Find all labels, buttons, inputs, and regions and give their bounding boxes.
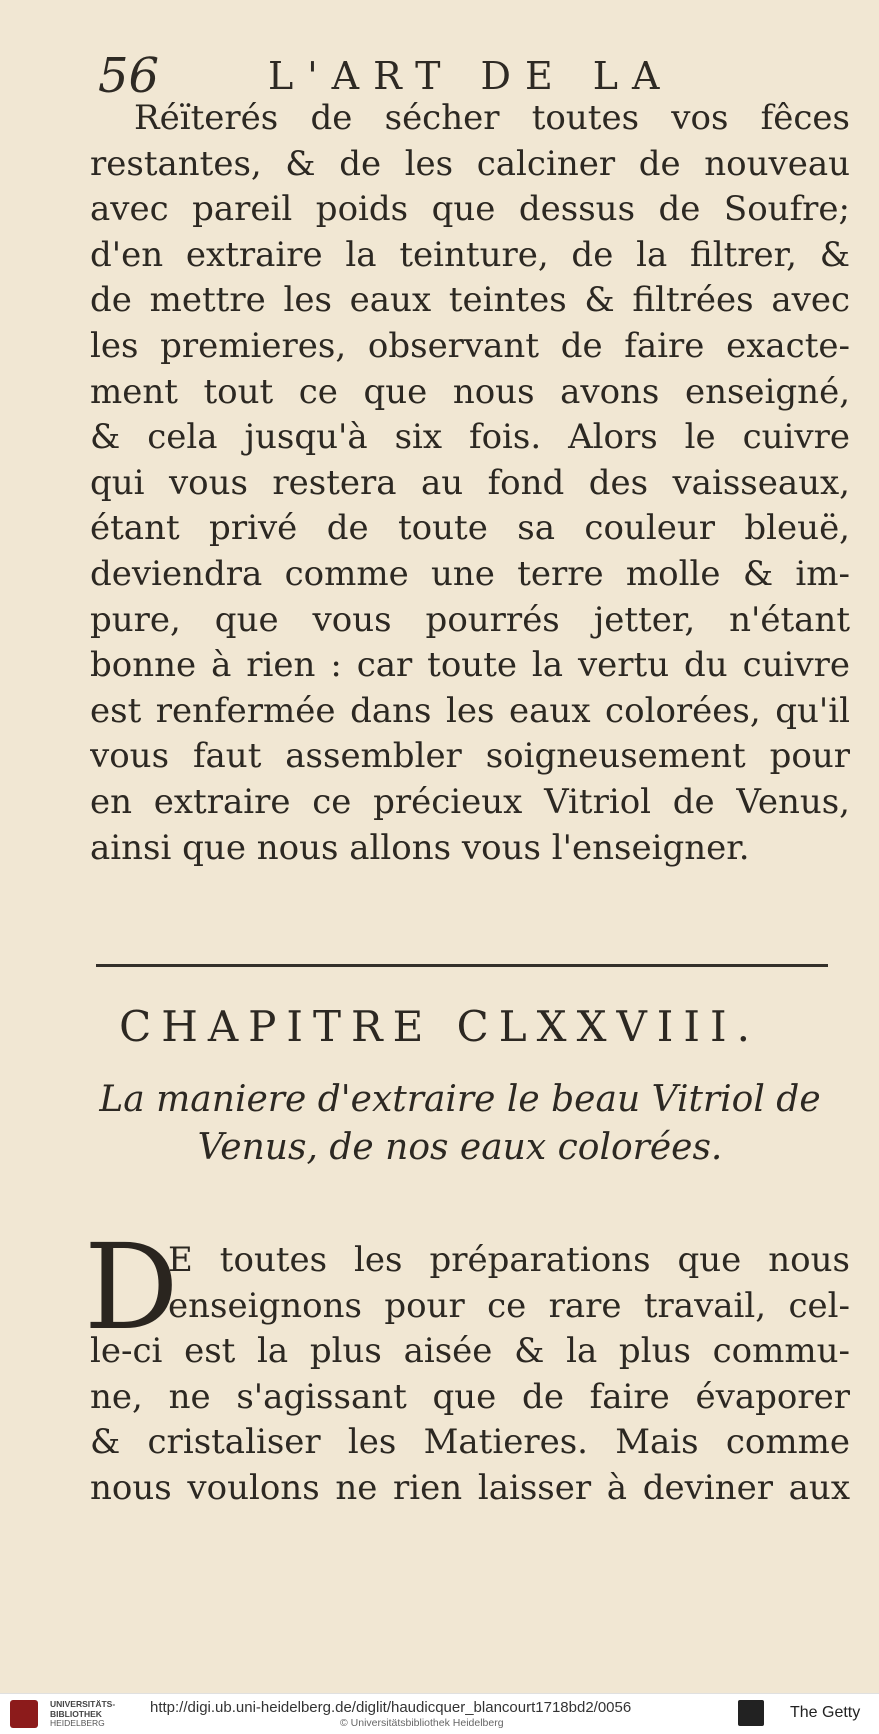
text-line: étant privé de toute sa couleur bleuë,	[90, 508, 850, 549]
text-line: le-ci est la plus aisée & la plus commu-	[90, 1331, 850, 1371]
paragraph-2	[90, 1329, 850, 1511]
page-number: 56	[98, 48, 160, 104]
text-line: nous voulons ne rien laisser à deviner aux	[90, 1467, 850, 1508]
viewer-footer	[0, 1693, 879, 1734]
text-line: ne, ne s'agissant que de faire évaporer	[90, 1376, 850, 1417]
text-line: & cristaliser les Matieres. Mais comme	[90, 1422, 850, 1463]
text-line: est renfermée dans les eaux colorées, qu'il	[90, 690, 850, 731]
university-name: UNIVERSITÄTS- BIBLIOTHEK HEIDELBERG	[50, 1699, 116, 1728]
text-line: bonne à rien : car toute la vertu du cuivre	[90, 645, 850, 686]
text-line: restantes, & de les calciner de nouveau	[90, 143, 850, 184]
text-line: de mettre les eaux teintes & filtrées avec	[90, 280, 850, 321]
text-line: & cela jusqu'à six fois. Alors le cuivre	[90, 417, 850, 458]
permalink-url[interactable]: http://digi.ub.uni-heidelberg.de/diglit/haudicquer_blancourt1718bd2/0056	[150, 1699, 632, 1716]
subtitle-line: La maniere d'extraire le beau Vitriol de	[99, 1079, 821, 1120]
chapter-subtitle	[80, 1076, 840, 1172]
text-line: E toutes les préparations que nous	[168, 1240, 850, 1280]
text-line: ainsi que nous allons vous l'enseigner.	[90, 827, 750, 868]
copyright-notice: © Universitätsbibliothek Heidelberg	[340, 1717, 504, 1729]
text-line: vous faut assembler soigneusement pour	[90, 736, 850, 777]
text-line: en extraire ce précieux Vitriol de Venus,	[90, 781, 850, 822]
running-title: L'ART DE LA	[268, 54, 674, 98]
text-line: ment tout ce que nous avons enseigné,	[90, 371, 850, 412]
text-line: les premieres, observant de faire exacte-	[90, 325, 850, 366]
text-line: avec pareil poids que dessus de Soufre;	[90, 189, 850, 230]
section-divider	[96, 964, 828, 967]
drop-cap: D	[84, 1218, 179, 1356]
chapter-title: CHAPITRE CLXXVIII.	[119, 1002, 760, 1051]
university-logo-icon	[10, 1700, 38, 1728]
text-line: enseignons pour ce rare travail, cel-	[168, 1285, 850, 1326]
getty-logo-icon	[738, 1700, 764, 1726]
paragraph-2-capped	[168, 1238, 850, 1329]
text-line: qui vous restera au fond des vaisseaux,	[90, 462, 850, 503]
text-line: d'en extraire la teinture, de la filtrer, &	[90, 234, 850, 275]
text-line: deviendra comme une terre molle & im-	[90, 553, 850, 594]
subtitle-line: Venus, de nos eaux colorées.	[197, 1127, 723, 1168]
paragraph-1	[90, 96, 850, 871]
text-line: Réïterés de sécher toutes vos fêces	[134, 98, 850, 138]
text-line: pure, que vous pourrés jetter, n'étant	[90, 599, 850, 640]
partner-name: The Getty	[790, 1704, 861, 1721]
